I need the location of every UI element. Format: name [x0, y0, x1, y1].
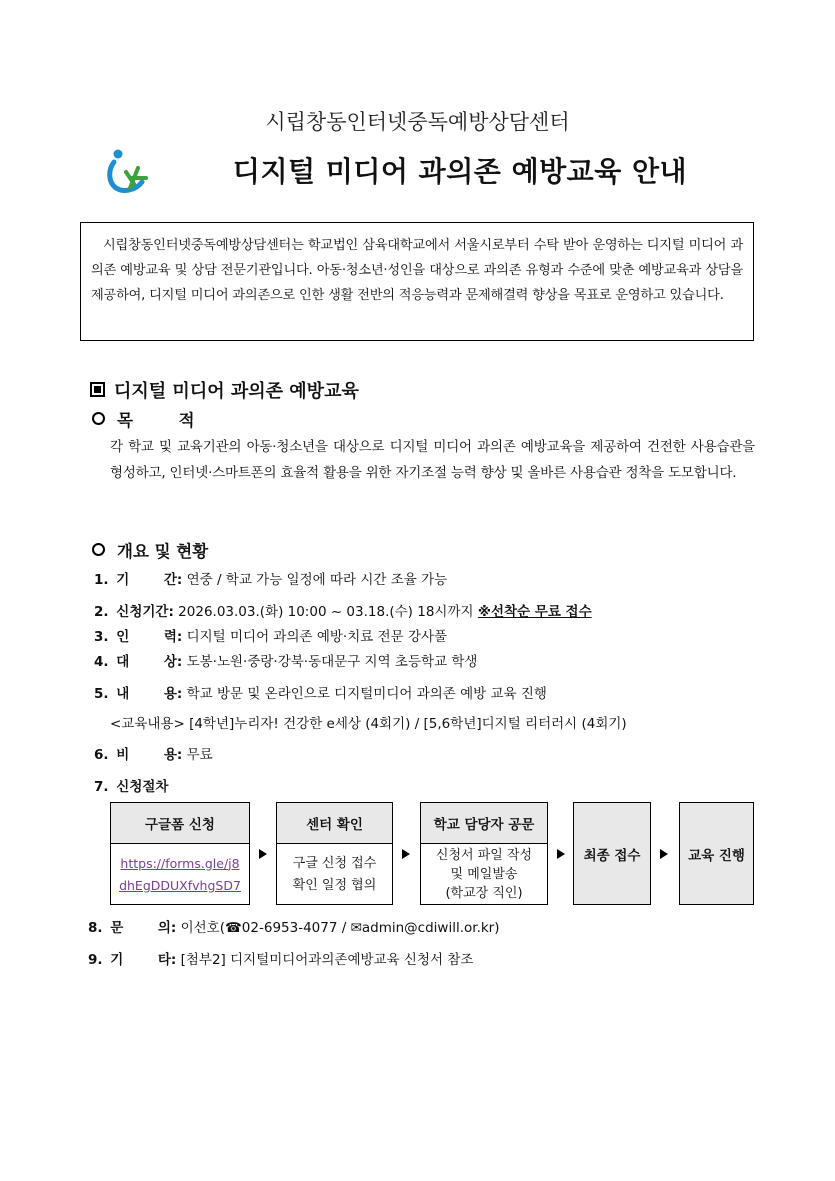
item-apply-period: 2. 신청기간: 2026.03.03.(화) 10:00 ~ 03.18.(수) 18시까지 ※선착순 무료 접수 [94, 600, 592, 620]
item-key: 내 용: [116, 686, 183, 702]
flow-step-final-receipt: 최종 접수 [573, 802, 651, 905]
section-title-text: 디지털 미디어 과의존 예방교육 [114, 381, 359, 402]
item-value: 학교 방문 및 온라인으로 디지털미디어 과의존 예방 교육 진행 [186, 686, 547, 702]
item-staff: 3. 인 력: 디지털 미디어 과의존 예방·치료 전문 강사풀 [94, 625, 447, 645]
purpose-heading [92, 407, 215, 431]
item-target: 4. 대 상: 도봉·노원·중랑·강북·동대문구 지역 초등학교 학생 [94, 650, 477, 670]
arrow-right-icon [402, 849, 410, 859]
purpose-text: 각 학교 및 교육기관의 아동·청소년을 대상으로 디지털 미디어 과의존 예방교육을 제공하여 건전한 사용습관을 형성하고, 인터넷·스마트폰의 효율적 활용을 위한 자기조절 능력 향상 및 올바른 사용습관 정착을 도모합니다. [110, 439, 755, 481]
item-value: [첨부2] 디지털미디어과의존예방교육 신청서 참조 [180, 952, 474, 968]
item-key: 비 용: [116, 747, 183, 763]
item-procedure: 7. 신청절차 [94, 775, 168, 795]
contact-value: 이선호(☎02-6953-4077 / ✉admin@cdiwill.or.kr) [180, 920, 500, 936]
item-value: 2026.03.03.(화) 10:00 ~ 03.18.(수) 18시까지 [178, 604, 478, 620]
overview-label: 개요 및 현황 [117, 542, 209, 561]
item-key: 문 의: [110, 920, 177, 936]
item-key: 인 력: [116, 629, 183, 645]
item-key: 신청기간: [116, 604, 174, 620]
item-value: 디지털 미디어 과의존 예방·치료 전문 강사풀 [186, 629, 448, 645]
item-value: 도봉·노원·중랑·강북·동대문구 지역 초등학교 학생 [186, 654, 478, 670]
page-title: 디지털 미디어 과의존 예방교육 안내 [232, 155, 688, 188]
org-name: 시립창동인터넷중독예방상담센터 [265, 110, 570, 134]
google-form-link-cont[interactable]: dhEgDDUXfvhgSD7 [119, 877, 241, 893]
item-period: 1. 기 간: 연중 / 학교 가능 일정에 따라 시간 조율 가능 [94, 568, 447, 588]
item-cost: 6. 비 용: 무료 [94, 743, 213, 763]
item-value: 연중 / 학교 가능 일정에 따라 시간 조율 가능 [186, 572, 448, 588]
content-note: <교육내용> [4학년]누리자! 건강한 e세상 (4회기) / [5,6학년]디지털 리터러시 (4회기) [110, 716, 627, 732]
arrow-right-icon [259, 849, 267, 859]
circle-bullet-icon [92, 543, 105, 556]
item-key: 대 상: [116, 654, 183, 670]
overview-heading [92, 538, 208, 562]
flow-step-school-document: 학교 담당자 공문 신청서 파일 작성 및 메일발송 (학교장 직인) [420, 802, 548, 905]
purpose-label: 목 적 [117, 411, 215, 430]
item-key: 기 타: [110, 952, 177, 968]
google-form-link[interactable]: https://forms.gle/j8 [120, 855, 240, 871]
arrow-right-icon [660, 849, 668, 859]
item-content: 5. 내 용: 학교 방문 및 온라인으로 디지털미디어 과의존 예방 교육 진행 [94, 682, 547, 702]
flow-step-head: 센터 확인 [277, 803, 392, 844]
flow-step-head: 학교 담당자 공문 [421, 803, 547, 844]
item-key: 기 간: [116, 572, 183, 588]
item-key: 신청절차 [116, 779, 169, 795]
item-value: 무료 [186, 747, 213, 763]
intro-box: 시립창동인터넷중독예방상담센터는 학교법인 삼육대학교에서 서울시로부터 수탁 받아 운영하는 디지털 미디어 과의존 예방교육 및 상담 전문기관입니다. 아동·청소년·성인을 대상으로 과의존 유형과 수준에 맞춘 예방교육과 상담을 제공하여, 디지털 미디어 과의존으로 인한 생활 전반의 적응능력과 문제해결력 향상을 목표로 운영하고 있습니다. [80, 222, 754, 341]
item-contact: 8. 문 의: 이선호(☎02-6953-4077 / ✉admin@cdiwill.or.kr) [88, 916, 500, 936]
flow-step-education: 교육 진행 [679, 802, 754, 905]
arrow-right-icon [557, 849, 565, 859]
flow-step-center-check: 센터 확인 구글 신청 접수 확인 일정 협의 [276, 802, 393, 905]
circle-bullet-icon [92, 412, 105, 425]
item-etc: 9. 기 타: [첨부2] 디지털미디어과의존예방교육 신청서 참조 [88, 948, 473, 968]
square-bullet-icon [90, 382, 105, 397]
section-title [90, 377, 359, 403]
flow-step-google-form [110, 802, 250, 905]
flow-step-head: 구글폼 신청 [111, 803, 249, 844]
first-come-notice: ※선착순 무료 접수 [477, 604, 592, 620]
